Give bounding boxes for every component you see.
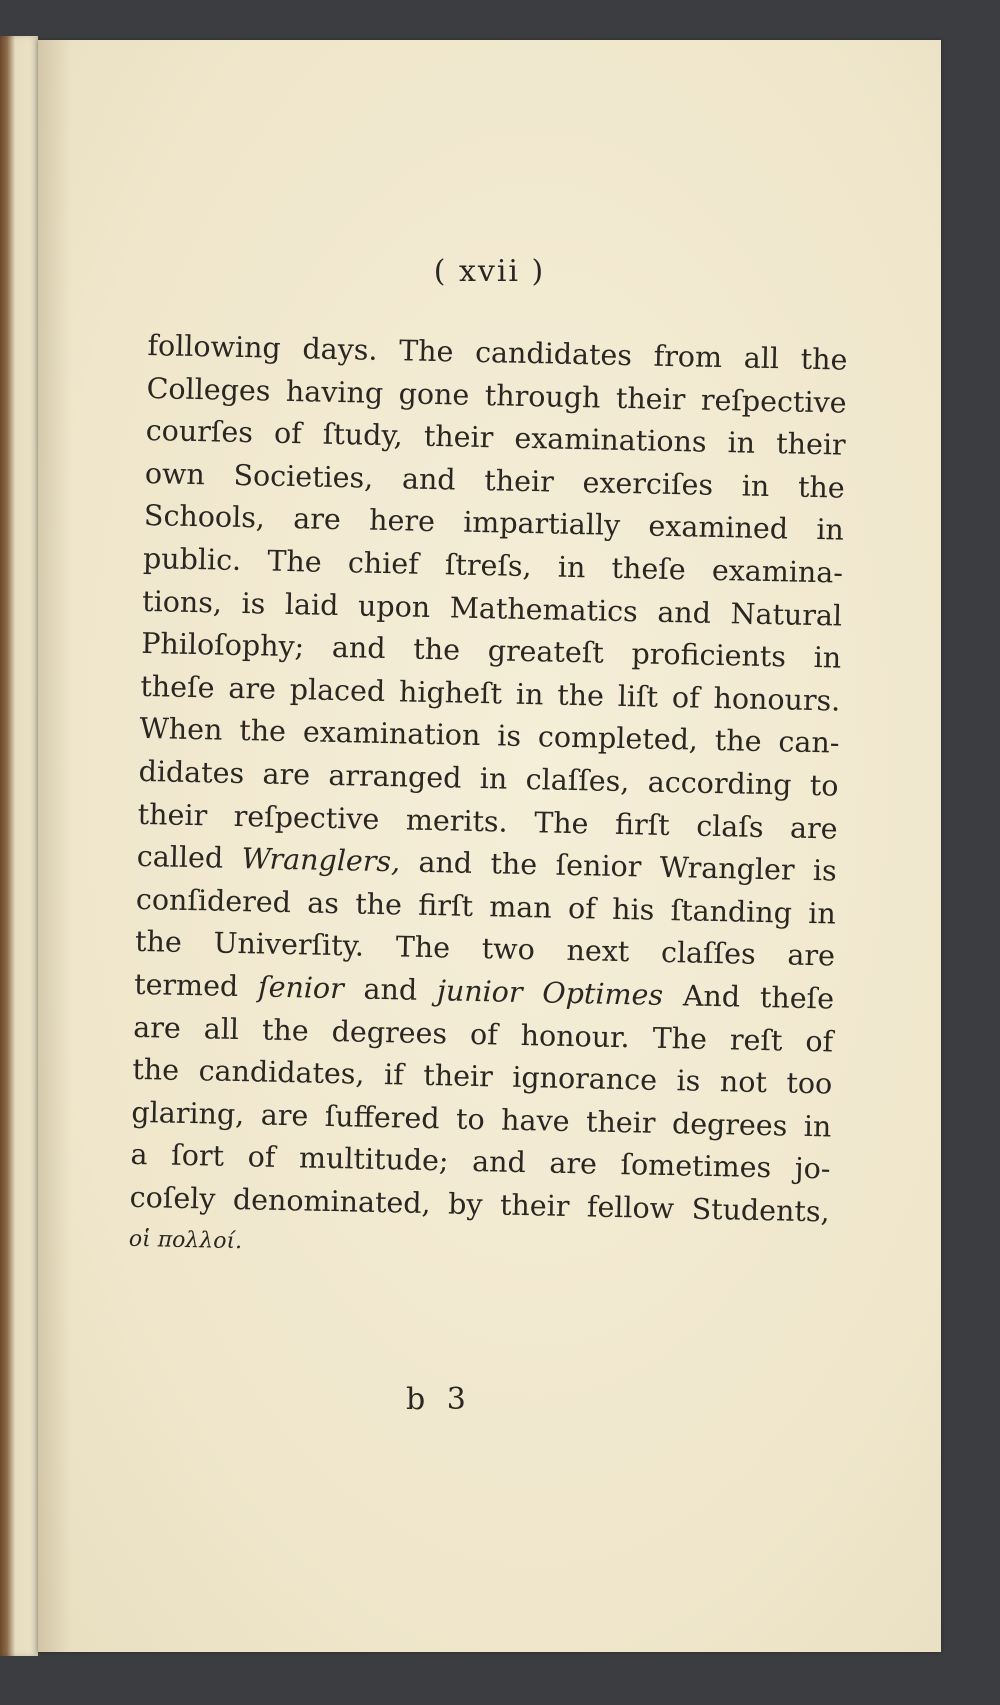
text-line: following days. The candidates from all the xyxy=(147,328,848,377)
text-line: glaring, are ſuffered to have their degrees in xyxy=(131,1095,832,1144)
italic-term-wranglers: Wranglers, xyxy=(241,842,401,879)
text-line: are all the degrees of honour. The reſt of xyxy=(132,1010,834,1059)
text-line: Schools, are here impartially examined in xyxy=(143,499,845,547)
facing-page-edge xyxy=(0,36,38,1656)
text-line: coſely denominated, by their fellow Students, xyxy=(129,1180,830,1229)
text-line: theſe are placed higheſt in the liſt of honours. xyxy=(140,669,841,718)
text-line: Philoſophy; and the greateſt proficients in xyxy=(140,627,842,675)
book-page xyxy=(38,40,941,1652)
text-line: their reſpective merits. The firſt claſs are xyxy=(137,797,838,846)
text-line: own Societies, and their exerciſes in the xyxy=(144,456,846,505)
text-segment: and xyxy=(343,972,438,1008)
text-segment: And theſe xyxy=(662,978,835,1016)
text-line: the candidates, if their ignorance is not too xyxy=(132,1052,833,1101)
text-line: conſidered as the firſt man of his ſtanding in xyxy=(135,882,837,931)
body-text xyxy=(128,325,847,1277)
text-line: Colleges having gone through their reſpective xyxy=(146,371,847,420)
text-segment: called xyxy=(136,840,242,876)
text-segment: termed xyxy=(133,967,259,1004)
text-line: a ſort of multitude; and are ſometimes jo- xyxy=(130,1138,831,1186)
italic-term-senior: ſenior xyxy=(257,970,345,1006)
italic-term-junior-optimes: junior Optimes xyxy=(436,974,664,1012)
text-line: tions, is laid upon Mathematics and Natural xyxy=(141,584,843,633)
page-number-header: ( xvii ) xyxy=(433,254,546,289)
text-segment: and the ſenior Wrangler is xyxy=(399,845,838,888)
text-line: courſes of ſtudy, their examinations in their xyxy=(145,414,846,462)
text-line: the Univerſity. The two next claſſes are xyxy=(134,925,836,973)
text-line: When the examination is completed, the can- xyxy=(139,712,840,760)
signature-mark: b 3 xyxy=(406,1382,472,1417)
text-line: public. The chief ſtreſs, in theſe examina- xyxy=(142,541,844,590)
greek-phrase: οἱ πολλοί. xyxy=(128,1227,243,1255)
text-line: didates are arranged in claſſes, according to xyxy=(138,754,839,803)
